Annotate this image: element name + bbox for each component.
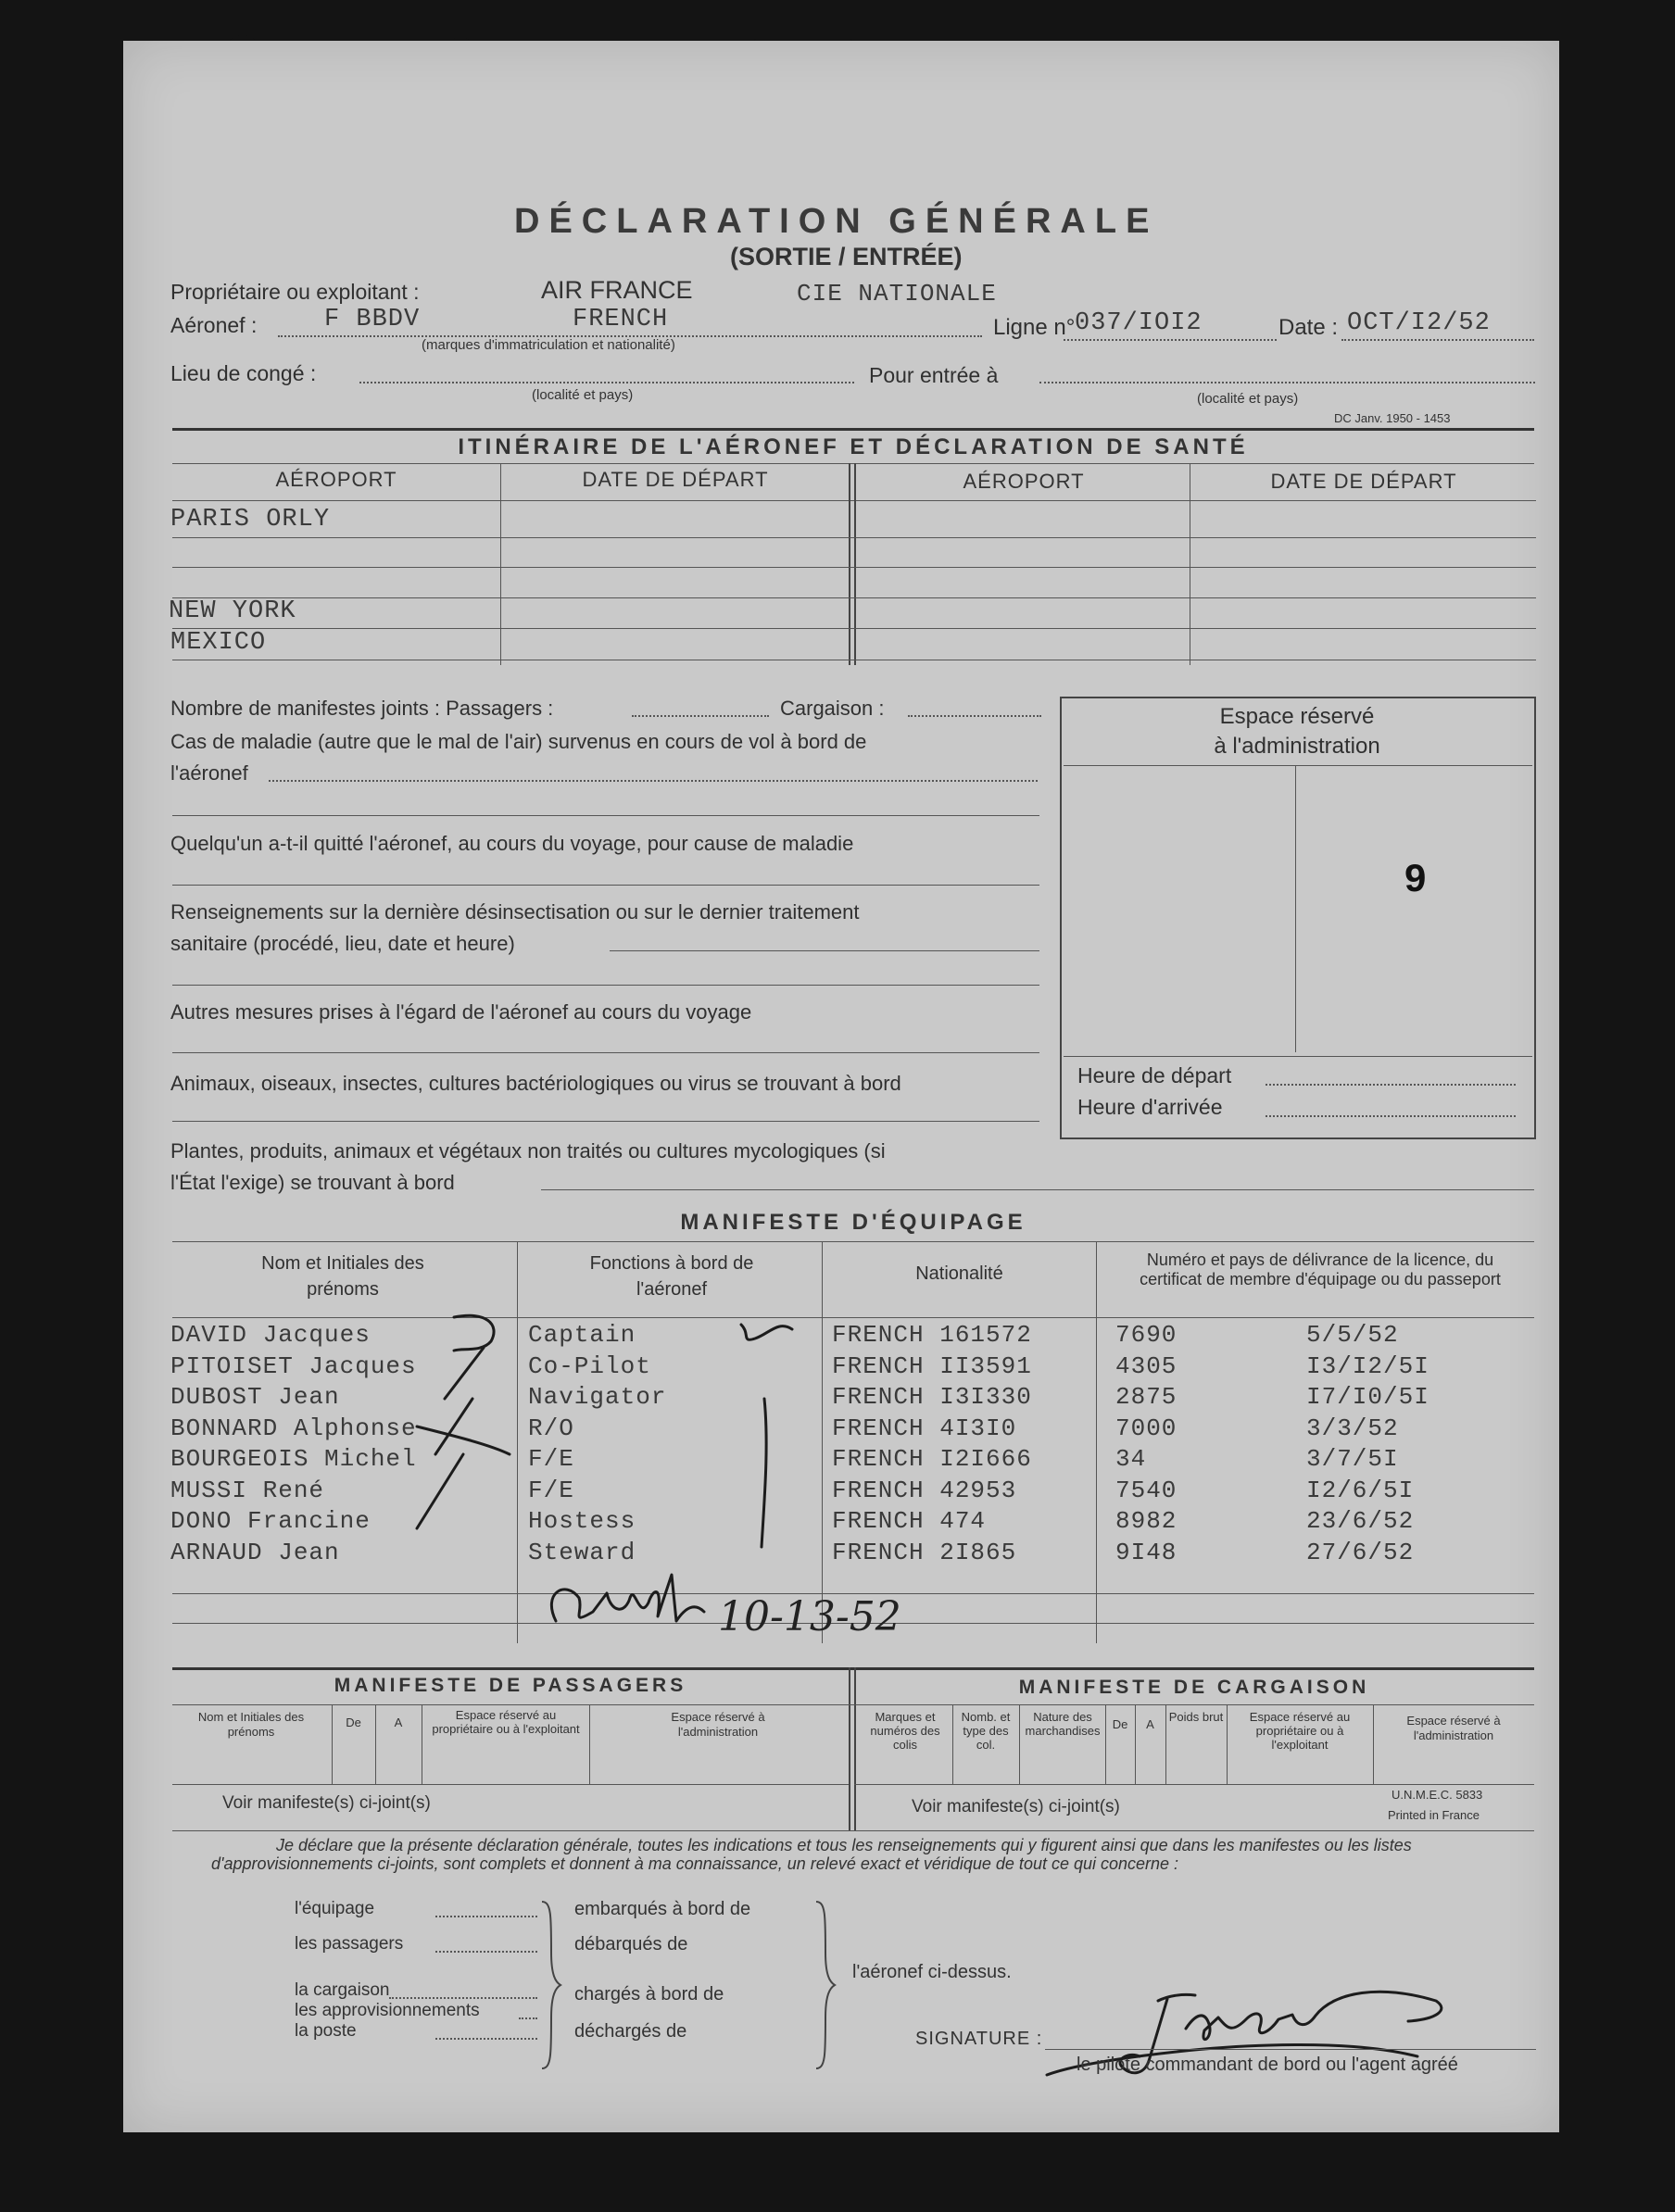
entry-note: (localité et pays) (1197, 391, 1299, 407)
declaration-item: la cargaison (295, 1980, 390, 2000)
admin-box-divider (1295, 765, 1296, 1052)
plants-underline (541, 1189, 1534, 1190)
departure-place-label: Lieu de congé : (170, 361, 317, 385)
declaration-action: embarqués à bord de (574, 1899, 751, 1919)
cargo-count-label: Cargaison : (780, 697, 885, 720)
cargo-col-divider (1165, 1704, 1166, 1784)
passenger-col-admin: Espace réservé à l'administration (671, 1710, 765, 1739)
arrival-time-field (1266, 1115, 1516, 1117)
crew-license-date: I3/I2/5I (1306, 1352, 1429, 1380)
crew-name: DUBOST Jean (170, 1383, 340, 1411)
declaration-item: les approvisionnements (295, 2001, 480, 2020)
crew-name: PITOISET Jacques (170, 1352, 417, 1380)
departure-place-note: (localité et pays) (532, 387, 634, 403)
entry-underline (1039, 382, 1535, 383)
crew-name: DONO Francine (170, 1507, 371, 1535)
cargo-row-line (854, 1784, 1534, 1785)
manifest-top-border (172, 1667, 1534, 1670)
line-number: 037/IOI2 (1075, 309, 1203, 337)
cargo-manifest-title: MANIFESTE DE CARGAISON (1018, 1677, 1370, 1698)
declaration-action: chargés à bord de (574, 1984, 724, 2005)
cargo-col-marks: Marques et numéros des colis (870, 1710, 940, 1752)
crew-license-number: 4305 (1115, 1352, 1178, 1380)
crew-name: BONNARD Alphonse (170, 1414, 417, 1442)
crew-function: Co-Pilot (528, 1352, 651, 1380)
passenger-col-owner: Espace réservé au propriétaire ou à l'exploitant (432, 1708, 580, 1736)
crew-license-date: 3/3/52 (1306, 1414, 1399, 1442)
owner-label: Propriétaire ou exploitant : (170, 280, 420, 304)
plants-label-cont: l'État l'exige) se trouvant à bord (170, 1171, 455, 1194)
itinerary-row-line (172, 628, 1536, 629)
itinerary-col-date-2: DATE DE DÉPART (1270, 470, 1457, 493)
cargo-see-manifest: Voir manifeste(s) ci-joint(s) (912, 1797, 1120, 1816)
arrival-time-label: Heure d'arrivée (1077, 1095, 1223, 1119)
crew-nationality: FRENCH II3591 (832, 1352, 1032, 1380)
signature-line (1045, 2049, 1536, 2050)
disinsection-label: Renseignements sur la dernière désinsectisation ou sur le dernier traitement (170, 900, 860, 924)
itinerary-row-line (172, 567, 1536, 568)
passenger-manifest-title: MANIFESTE DE PASSAGERS (334, 1675, 687, 1696)
declaration-brace (812, 1897, 839, 2073)
itinerary-top-border (172, 428, 1534, 431)
declaration-action: débarqués de (574, 1934, 688, 1954)
passenger-row-line (172, 1784, 849, 1785)
crew-manifest-title: MANIFESTE D'ÉQUIPAGE (680, 1210, 1026, 1235)
declaration-item-leader (435, 1951, 537, 1953)
other-measures-underline (172, 1052, 1039, 1053)
crew-col-license: Numéro et pays de délivrance de la licence, du certificat de membre d'équipage ou du passeport (1140, 1251, 1501, 1288)
crew-license-number: 7540 (1115, 1477, 1178, 1504)
illness-underline (269, 780, 1038, 782)
crew-nationality: FRENCH 42953 (832, 1477, 1017, 1504)
declaration-item: la poste (295, 2021, 357, 2041)
illness-label-cont: l'aéronef (170, 761, 248, 785)
entry-label: Pour entrée à (869, 363, 999, 387)
passenger-col-from: De (346, 1716, 361, 1729)
disinsection-label-cont: sanitaire (procédé, lieu, date et heure) (170, 932, 515, 955)
declaration-brace (537, 1897, 565, 2073)
aircraft-registration: F BBDV (324, 306, 421, 333)
passenger-col-divider (589, 1704, 590, 1784)
cargo-printed-in: Printed in France (1388, 1808, 1480, 1822)
crew-license-date: 23/6/52 (1306, 1507, 1415, 1535)
crew-license-number: 9I48 (1115, 1539, 1178, 1566)
aircraft-note: (marques d'immatriculation et nationalité) (422, 337, 675, 353)
admin-box-bottom-line (1064, 1056, 1532, 1057)
crew-nationality: FRENCH I3I330 (832, 1383, 1032, 1411)
itinerary-title: ITINÉRAIRE DE L'AÉRONEF ET DÉCLARATION DE SANTÉ (458, 434, 1249, 459)
crew-nationality: FRENCH 2I865 (832, 1539, 1017, 1566)
crew-nationality: FRENCH 161572 (832, 1321, 1032, 1349)
crew-function: R/O (528, 1414, 574, 1442)
itinerary-airport: MEXICO (170, 629, 267, 657)
line-label: Ligne n° (993, 315, 1076, 340)
crew-function: Steward (528, 1539, 636, 1566)
crew-name: BOURGEOIS Michel (170, 1445, 417, 1473)
page-subtitle: (SORTIE / ENTRÉE) (730, 243, 963, 270)
illness-label: Cas de maladie (autre que le mal de l'air) survenus en cours de vol à bord de (170, 730, 867, 753)
aircraft-reference: l'aéronef ci-dessus. (852, 1962, 1012, 1982)
itinerary-airport: PARIS ORLY (170, 506, 331, 534)
passenger-col-name: Nom et Initiales des prénoms (197, 1710, 305, 1739)
plants-label: Plantes, produits, animaux et végétaux non traités ou cultures mycologiques (si (170, 1139, 886, 1163)
cargo-col-divider (1135, 1704, 1136, 1784)
crew-name: ARNAUD Jean (170, 1539, 340, 1566)
departure-time-field (1266, 1084, 1516, 1086)
manifest-bottom-line (172, 1830, 1534, 1831)
crew-nationality: FRENCH 474 (832, 1507, 987, 1535)
passenger-col-to: A (394, 1716, 403, 1729)
crew-title-line (172, 1241, 1534, 1242)
itinerary-divider (854, 463, 856, 665)
animals-underline (172, 1121, 1039, 1122)
date-value: OCT/I2/52 (1347, 309, 1491, 337)
cargo-col-divider (1019, 1704, 1020, 1784)
declaration-item-leader (435, 1916, 537, 1917)
admin-box-title-line (1064, 765, 1532, 766)
crew-col-name: Nom et Initiales des prénoms (261, 1253, 424, 1300)
cargo-col-weight: Poids brut (1168, 1710, 1224, 1724)
aircraft-label: Aéronef : (170, 313, 258, 337)
disinsection-underline (610, 950, 1039, 951)
cargo-col-from: De (1112, 1717, 1128, 1731)
itinerary-title-line (172, 463, 1534, 464)
crew-license-number: 8982 (1115, 1507, 1178, 1535)
left-aircraft-label: Quelqu'un a-t-il quitté l'aéronef, au cours du voyage, pour cause de maladie (170, 832, 854, 855)
crew-function: F/E (528, 1445, 574, 1473)
crew-license-date: 5/5/52 (1306, 1321, 1399, 1349)
itinerary-row-line (172, 537, 1536, 538)
crew-nationality: FRENCH 4I3I0 (832, 1414, 1017, 1442)
owner-value-typed: CIE NATIONALE (797, 280, 997, 308)
admin-box-title: Espace réservé (1219, 704, 1375, 729)
crew-license-number: 7690 (1115, 1321, 1178, 1349)
cargo-form-code: U.N.M.E.C. 5833 (1392, 1788, 1483, 1802)
crew-name: DAVID Jacques (170, 1321, 371, 1349)
declaration-item-leader (435, 2038, 537, 2040)
manifest-title-line (172, 1704, 1534, 1705)
cargo-count-underline (908, 715, 1041, 717)
declaration-item: les passagers (295, 1934, 404, 1954)
crew-function: Hostess (528, 1507, 636, 1535)
crew-license-date: I2/6/5I (1306, 1477, 1415, 1504)
crew-license-number: 7000 (1115, 1414, 1178, 1442)
declaration-item: l'équipage (295, 1899, 375, 1918)
manifest-divider (854, 1667, 856, 1830)
crew-license-date: I7/I0/5I (1306, 1383, 1429, 1411)
aircraft-nationality: FRENCH (573, 306, 669, 333)
other-measures-label: Autres mesures prises à l'égard de l'aéronef au cours du voyage (170, 1000, 752, 1024)
cargo-col-owner: Espace réservé au propriétaire ou à l'exploitant (1249, 1710, 1351, 1752)
cargo-col-admin: Espace réservé à l'administration (1406, 1714, 1501, 1742)
itinerary-row-line (172, 597, 1536, 598)
crew-function: F/E (528, 1477, 574, 1504)
crew-name: MUSSI René (170, 1477, 325, 1504)
crew-col-nationality: Nationalité (915, 1263, 1003, 1284)
departure-time-label: Heure de départ (1077, 1063, 1232, 1087)
cargo-col-divider (1373, 1704, 1374, 1784)
manifests-underline (632, 715, 769, 717)
crew-check-marks (398, 1297, 862, 1575)
crew-col-function: Fonctions à bord de l'aéronef (589, 1253, 754, 1300)
date-label: Date : (1278, 315, 1339, 340)
crew-license-date: 3/7/5I (1306, 1445, 1399, 1473)
declaration-item-leader (389, 1997, 537, 1999)
departure-place-underline (359, 382, 854, 383)
declaration-action: déchargés de (574, 2021, 687, 2042)
passenger-see-manifest: Voir manifeste(s) ci-joint(s) (222, 1793, 431, 1813)
line-underline (1064, 339, 1277, 341)
cargo-col-nature: Nature des marchandises (1025, 1710, 1101, 1738)
admin-box-title-cont: à l'administration (1214, 734, 1380, 759)
crew-license-number: 2875 (1115, 1383, 1178, 1411)
crew-function: Navigator (528, 1383, 667, 1411)
crew-function: Captain (528, 1321, 636, 1349)
itinerary-divider (500, 463, 501, 665)
signer-note: le pilote commandant de bord ou l'agent agréé (1077, 2055, 1458, 2075)
cargo-col-divider (1227, 1704, 1228, 1784)
itinerary-airport: NEW YORK (169, 597, 296, 625)
manifest-divider (849, 1667, 850, 1830)
left-aircraft-underline (172, 885, 1039, 886)
declaration-item-leader (519, 2017, 537, 2019)
itinerary-col-date-1: DATE DE DÉPART (582, 468, 769, 491)
illness-underline-2 (172, 815, 1039, 816)
declaration-text: Je déclare que la présente déclaration générale, toutes les indications et tous les renseignements qui y figurent ainsi que dans les manifestes ou les listes d'approvisionnements ci-joints, sont complets et donnent à ma connaissance, un relevé exact et véridique de tout ce qui concerne : (211, 1836, 1412, 1873)
itinerary-divider (849, 463, 850, 665)
disinsection-underline-2 (172, 985, 1039, 986)
itinerary-col-airport-2: AÉROPORT (963, 470, 1085, 493)
admin-stamp-number: 9 (1404, 856, 1427, 899)
cargo-col-divider (952, 1704, 953, 1784)
owner-value: AIR FRANCE (541, 276, 693, 304)
signature-label: SIGNATURE : (915, 2029, 1043, 2049)
manifests-label: Nombre de manifestes joints : Passagers : (170, 697, 554, 720)
itinerary-col-airport-1: AÉROPORT (275, 468, 397, 491)
date-underline (1341, 339, 1534, 341)
crew-license-number: 34 (1115, 1445, 1147, 1473)
form-reference: DC Janv. 1950 - 1453 (1334, 411, 1451, 425)
animals-label: Animaux, oiseaux, insectes, cultures bactériologiques ou virus se trouvant à bord (170, 1072, 901, 1095)
cargo-col-divider (1105, 1704, 1106, 1784)
handwritten-date: 10-13-52 (718, 1593, 901, 1640)
cargo-col-count: Nomb. et type des col. (961, 1710, 1011, 1752)
page-title: DÉCLARATION GÉNÉRALE (514, 202, 1159, 241)
crew-nationality: FRENCH I2I666 (832, 1445, 1032, 1473)
crew-license-date: 27/6/52 (1306, 1539, 1415, 1566)
cargo-col-to: A (1146, 1717, 1154, 1731)
